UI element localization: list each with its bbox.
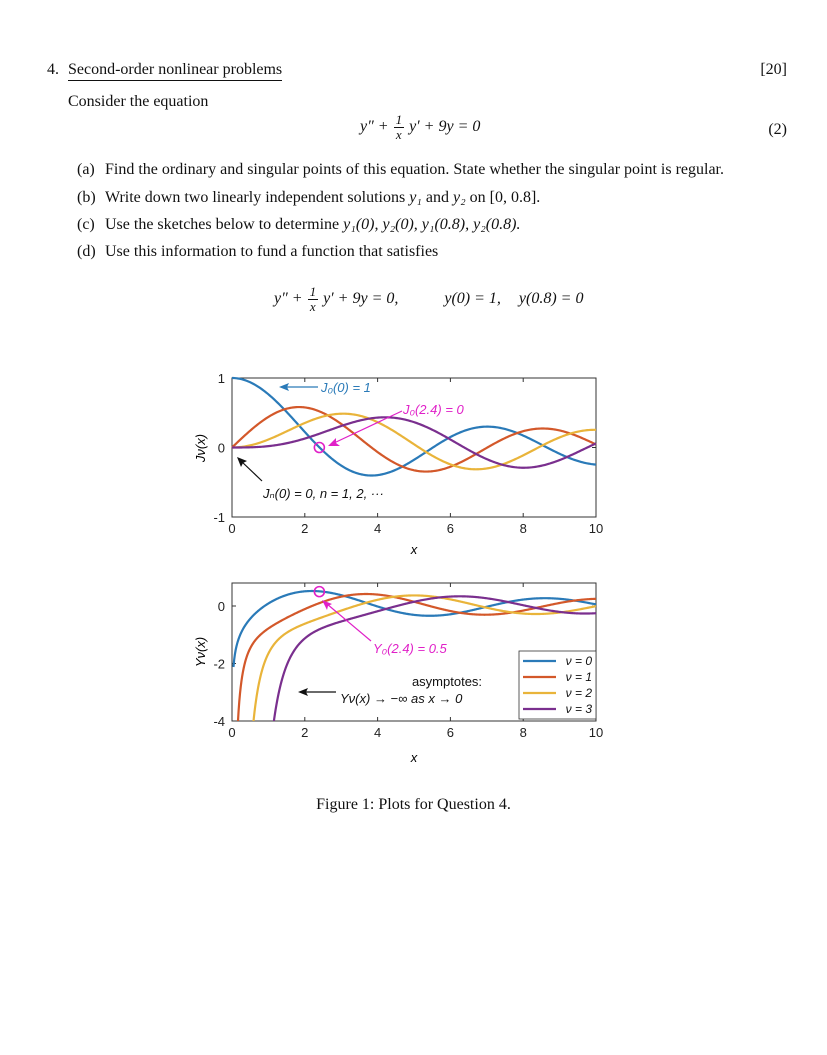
asymptote-label-1: asymptotes:: [411, 674, 483, 689]
x-tick-label: 6: [446, 521, 455, 536]
y-tick-label: 0: [217, 440, 225, 456]
j0-label: J₀(0) = 1: [321, 380, 371, 395]
part-d: (d) Use this information to fund a function that satisfies: [77, 243, 439, 260]
question-marks: [20]: [760, 61, 787, 78]
legend-label-2: ν = 2: [565, 686, 592, 700]
x-tick-label: 0: [228, 725, 236, 740]
main-equation: y″ + $\frac{1}{x}$ y′ + 9y = 0: [360, 112, 481, 142]
yn-ylabel: Yν(x): [193, 636, 208, 668]
jn-zero-label: Jₙ(0) = 0, n = 1, 2, ···: [263, 486, 384, 501]
equation-number: (2): [768, 121, 787, 138]
x-tick-label: 0: [228, 521, 236, 536]
figure-caption: Figure 1: Plots for Question 4.: [316, 796, 511, 813]
y-tick-label: 0: [217, 599, 225, 614]
y-tick-label: -4: [213, 714, 225, 729]
legend-label-1: ν = 1: [565, 670, 592, 684]
x-tick-label: 4: [373, 521, 382, 536]
y0-label: Y₀(2.4) = 0.5: [373, 641, 447, 656]
x-tick-label: 8: [519, 521, 527, 536]
question-title: Second-order nonlinear problems: [68, 61, 282, 81]
x-tick-label: 10: [588, 521, 604, 536]
x-tick-label: 2: [301, 725, 309, 740]
question-number: 4.: [47, 61, 59, 78]
asymptote-label-2: Yν(x) → −∞ as x → 0: [340, 691, 463, 706]
x-tick-label: 8: [519, 725, 527, 740]
legend-label-0: ν = 0: [565, 654, 592, 668]
yn-legend: [519, 651, 596, 719]
legend-label-3: ν = 3: [565, 702, 592, 716]
part-c: (c) Use the sketches below to determine y₁(0), y₂(0), y₁(0.8), y₂(0.8).: [77, 216, 521, 233]
x-tick-label: 4: [373, 725, 382, 740]
part-a: (a) Find the ordinary and singular points of this equation. State whether the singular point is regular.: [77, 161, 724, 178]
y-tick-label: -2: [213, 656, 225, 672]
yn-xlabel: x: [410, 750, 418, 765]
x-tick-label: 6: [446, 725, 455, 740]
plot-yn: [193, 583, 603, 765]
y-tick-label: 1: [217, 371, 225, 386]
y-tick-label: -1: [213, 510, 225, 525]
x-tick-label: 2: [301, 521, 309, 536]
jn-ylabel: Jν(x): [193, 433, 208, 463]
plot-jn: [193, 371, 603, 557]
part-b: (b) Write down two linearly independent solutions y₁ and y₂ on [0, 0.8].: [77, 189, 541, 206]
bvp-equation: y″ + $\frac{1}{x}$ y′ + 9y = 0, y(0) = 1, y(0.8) = 0: [274, 284, 584, 314]
x-tick-label: 10: [588, 725, 604, 740]
question-intro: Consider the equation: [68, 93, 209, 110]
j0-root-label: J₀(2.4) = 0: [403, 402, 464, 417]
jn-xlabel: x: [410, 542, 418, 557]
